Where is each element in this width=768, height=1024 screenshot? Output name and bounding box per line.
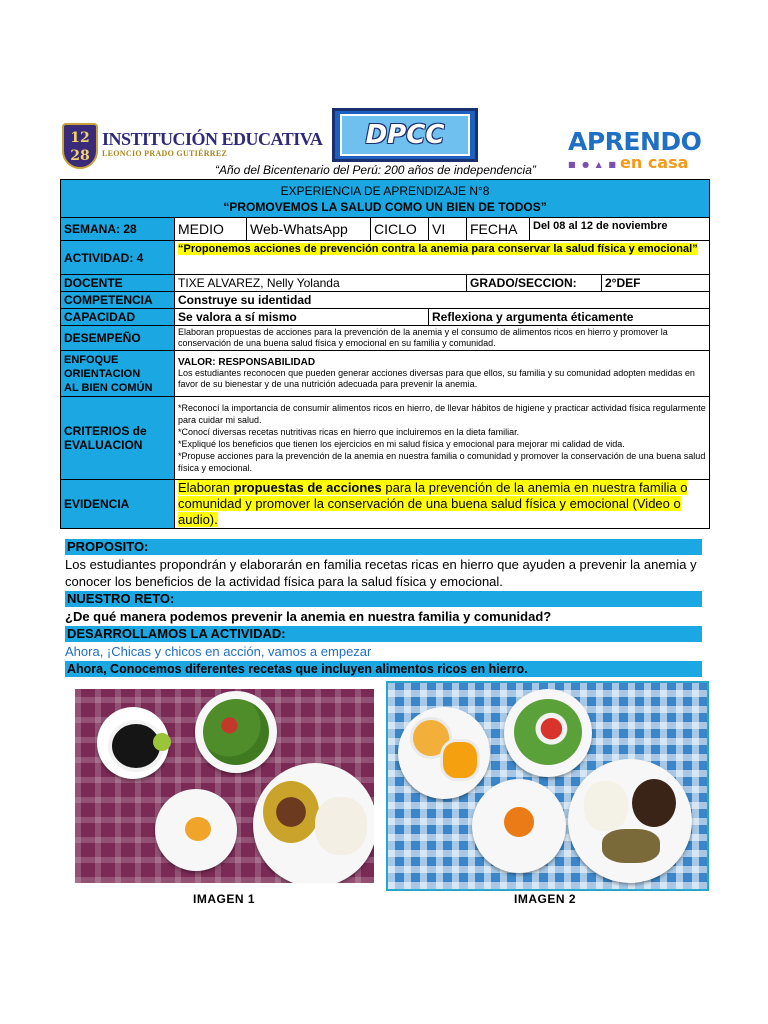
actividad-cell — [175, 241, 710, 275]
orange-fruit — [185, 817, 211, 841]
white-rice — [584, 781, 628, 831]
desarrollo-heading: DESARROLLAMOS LA ACTIVIDAD: — [65, 626, 702, 642]
lentils — [632, 779, 676, 827]
decorative-dots-icon: ■ ● ▲ ■ — [568, 160, 618, 169]
school-shield-icon — [62, 123, 98, 169]
dpcc-logo — [332, 108, 478, 162]
food-photo-2 — [386, 681, 709, 891]
grado-label: GRADO/SECCION: — [467, 275, 602, 292]
competencia-label: COMPETENCIA — [61, 292, 175, 309]
semana-row — [61, 218, 710, 241]
enfoque-value: Los estudiantes reconocen que pueden generar acciones diversas para que ellos, su familia y su comunidad adopten medidas en favor de su bienestar y de una nutrición adecuada para prevenir la anemia. — [178, 368, 695, 389]
institution-name: INSTITUCIÓN EDUCATIVA — [102, 129, 323, 149]
white-rice — [315, 797, 367, 855]
capacidad-value-2: Reflexiona y argumenta éticamente — [429, 309, 710, 326]
fecha-label: FECHA — [467, 218, 530, 241]
shield-number-bottom: 28 — [70, 148, 90, 164]
enfoque-label-line2: ORIENTACION — [64, 367, 141, 380]
evidencia-label: EVIDENCIA — [61, 480, 175, 529]
evidencia-text-1: Elaboran — [178, 480, 234, 495]
proposito-text: Los estudiantes propondrán y elaborarán en familia recetas ricas en hierro que ayuden a prevenir la anemia y conocer los beneficios de la actividad física para la salud física y emocional. — [65, 557, 697, 589]
fecha-value: Del 08 al 12 de noviembre — [530, 218, 710, 241]
enfoque-cell — [175, 351, 710, 397]
desempeno-value: Elaboran propuestas de acciones para la prevención de la anemia y el consumo de alimentos ricos en hierro y promover la conservación de una buena salud física y emocional en su familia y comunidad. — [175, 326, 710, 351]
competencia-row — [61, 292, 710, 309]
enfoque-label-line1: ENFOQUE — [64, 353, 119, 366]
salad — [203, 699, 269, 765]
title-row — [61, 180, 710, 218]
dpcc-logo-text: DPCC — [340, 114, 470, 156]
learning-experience-table — [60, 179, 710, 529]
medio-value: Web-WhatsApp — [247, 218, 371, 241]
fish-fillet — [602, 829, 660, 863]
institution-subtitle: LEONCIO PRADO GUTIÉRREZ — [102, 149, 228, 158]
evidencia-row — [61, 480, 710, 529]
aprendo-logo-text: APRENDO — [568, 127, 702, 156]
valor-label: VALOR: RESPONSABILIDAD — [178, 357, 316, 368]
reto-text: ¿De qué manera podemos prevenir la anemia en nuestra familia y comunidad? — [65, 609, 552, 624]
criterios-row — [61, 397, 710, 480]
docente-row — [61, 275, 710, 292]
en-casa-logo-text: en casa — [620, 153, 689, 172]
lemon-slice — [153, 733, 171, 751]
actividad-label: ACTIVIDAD: 4 — [61, 241, 175, 275]
experience-title: “PROMOVEMOS LA SALUD COMO UN BIEN DE TODOS” — [223, 199, 547, 214]
mandarin-fruit — [504, 807, 534, 837]
criterio-item: *Expliqué los beneficios que tienen los ejercicios en mi salud física y emocional para mejorar mi calidad de vida. — [178, 439, 625, 449]
enfoque-row — [61, 351, 710, 397]
ciclo-value: VI — [429, 218, 467, 241]
meat-and-beans — [263, 781, 319, 843]
docente-label: DOCENTE — [61, 275, 175, 292]
criterios-label — [61, 397, 175, 480]
shield-number-top: 12 — [70, 130, 90, 146]
competencia-value: Construye su identidad — [175, 292, 710, 309]
capacidad-row — [61, 309, 710, 326]
imagen-2-caption: IMAGEN 2 — [514, 892, 577, 906]
actividad-row — [61, 241, 710, 275]
table-title — [61, 180, 710, 218]
criterios-cell — [175, 397, 710, 480]
evidencia-cell — [175, 480, 710, 529]
accion-text: Ahora, ¡Chicas y chicos en acción, vamos a empezar — [65, 644, 372, 659]
aprendo-en-casa-logo — [565, 127, 710, 172]
enfoque-label-line3: AL BIEN COMÚN — [64, 381, 153, 394]
ciclo-label: CICLO — [371, 218, 429, 241]
criterio-item: *Conocí diversas recetas nutritivas ricas en hierro que incluiremos en la dieta familiar. — [178, 427, 520, 437]
criterio-item: *Reconocí la importancia de consumir alimentos ricos en hierro, de llevar hábitos de higiene y practicar actividad física regularmente para cuidar mi salud. — [178, 403, 706, 425]
capacidad-label: CAPACIDAD — [61, 309, 175, 326]
criterio-item: *Propuse acciones para la prevención de la anemia en nuestra familia o comunidad y promover la conservación de una buena salud física y emocional. — [178, 451, 706, 473]
evidencia-text-bold: propuestas de acciones — [233, 480, 382, 495]
enfoque-label — [61, 351, 175, 397]
food-photo-1 — [67, 681, 382, 891]
desempeno-row — [61, 326, 710, 351]
proposito-heading: PROPOSITO: — [65, 539, 702, 555]
capacidad-value-1: Se valora a sí mismo — [175, 309, 429, 326]
juice-glass — [440, 739, 480, 781]
experience-number: EXPERIENCIA DE APRENDIZAJE N°8 — [280, 183, 490, 198]
criterios-label-line1: CRITERIOS de — [64, 424, 147, 438]
evidencia-text-2: para la prevención de la anemia en nuestra familia o comunidad y promover la conservación de una buena salud física y emocional (Video o audio). — [178, 480, 688, 527]
year-motto: “Año del Bicentenario del Perú: 200 años de independencia” — [215, 163, 536, 177]
desempeno-label: DESEMPEÑO — [61, 326, 175, 351]
semana-label: SEMANA: 28 — [61, 218, 175, 241]
medio-label: MEDIO — [175, 218, 247, 241]
reto-heading: NUESTRO RETO: — [65, 591, 702, 607]
grado-value: 2°DEF — [602, 275, 710, 292]
docente-value: TIXE ALVAREZ, Nelly Yolanda — [175, 275, 467, 292]
recetas-heading: Ahora, Conocemos diferentes recetas que incluyen alimentos ricos en hierro. — [65, 661, 702, 677]
imagen-1-caption: IMAGEN 1 — [193, 892, 256, 906]
salad — [514, 699, 582, 765]
criterios-label-line2: EVALUACION — [64, 438, 143, 452]
actividad-value: “Proponemos acciones de prevención contra la anemia para conservar la salud física y emocional” — [178, 243, 698, 255]
